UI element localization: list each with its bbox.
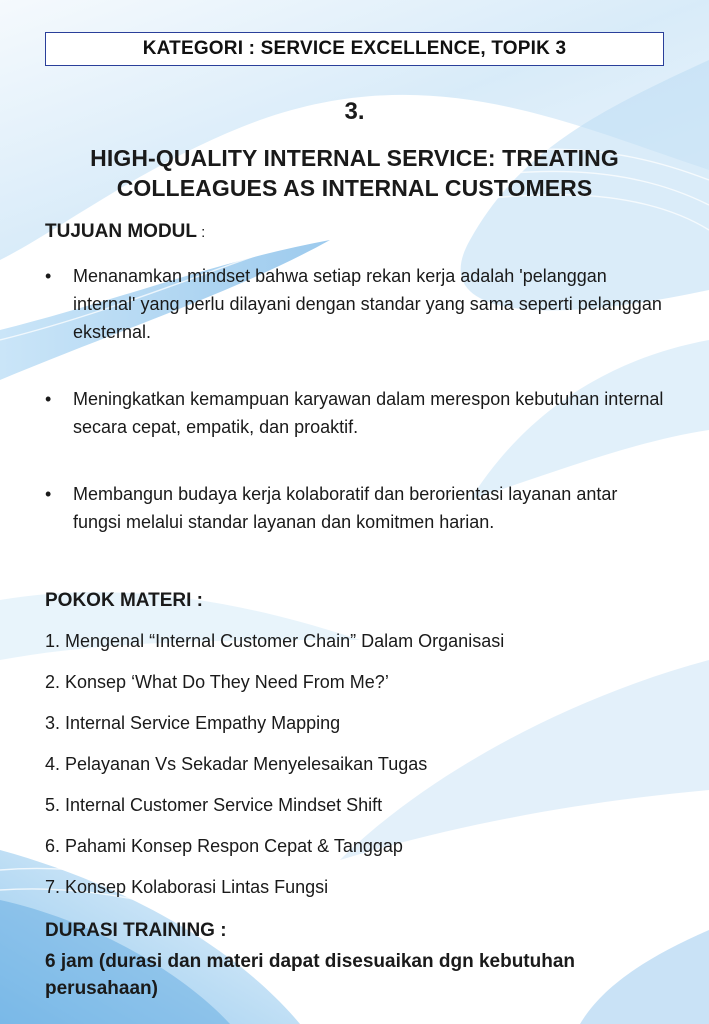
materials-list [45,628,675,915]
material-item: 5. Internal Customer Service Mindset Shift [45,795,383,815]
duration-value: 6 jam (durasi dan materi dapat disesuaikan dgn kebutuhan perusahaan) [45,951,576,999]
objective-text: Meningkatkan kemampuan karyawan dalam merespon kebutuhan internal secara cepat, empatik, dan proaktif. [73,389,664,437]
objectives-heading-label: TUJUAN MODUL [45,221,197,242]
module-title: HIGH-QUALITY INTERNAL SERVICE: TREATING COLLEAGUES AS INTERNAL CUSTOMERS [90,145,619,201]
bullet-icon: • [45,389,52,409]
module-number: 3. [344,98,365,125]
objective-item [45,385,670,441]
objective-item [45,480,670,536]
material-item: 2. Konsep ‘What Do They Need From Me?’ [45,672,389,692]
objectives-list [45,262,670,536]
objective-text: Membangun budaya kerja kolaboratif dan berorientasi layanan antar fungsi melalui standar layanan dan komitmen harian. [73,484,618,532]
bullet-icon: • [45,484,52,504]
bullet-icon: • [45,266,52,286]
material-item: 1. Mengenal “Internal Customer Chain” Dalam Organisasi [45,631,505,651]
objective-text: Menanamkan mindset bahwa setiap rekan kerja adalah 'pelanggan internal' yang perlu dilayani dengan standar yang sama seperti pelanggan eksternal. [73,266,662,342]
material-item: 4. Pelayanan Vs Sekadar Menyelesaikan Tugas [45,754,428,774]
objective-item [45,262,670,346]
objectives-heading-colon: : [197,224,206,241]
objectives-heading [45,221,205,243]
material-item: 3. Internal Service Empathy Mapping [45,713,341,733]
materials-heading: POKOK MATERI : [45,590,203,611]
material-item: 7. Konsep Kolaborasi Lintas Fungsi [45,877,329,897]
category-banner: KATEGORI : SERVICE EXCELLENCE, TOPIK 3 [45,32,664,66]
material-item: 6. Pahami Konsep Respon Cepat & Tanggap [45,836,403,856]
duration-heading: DURASI TRAINING : [45,920,227,941]
